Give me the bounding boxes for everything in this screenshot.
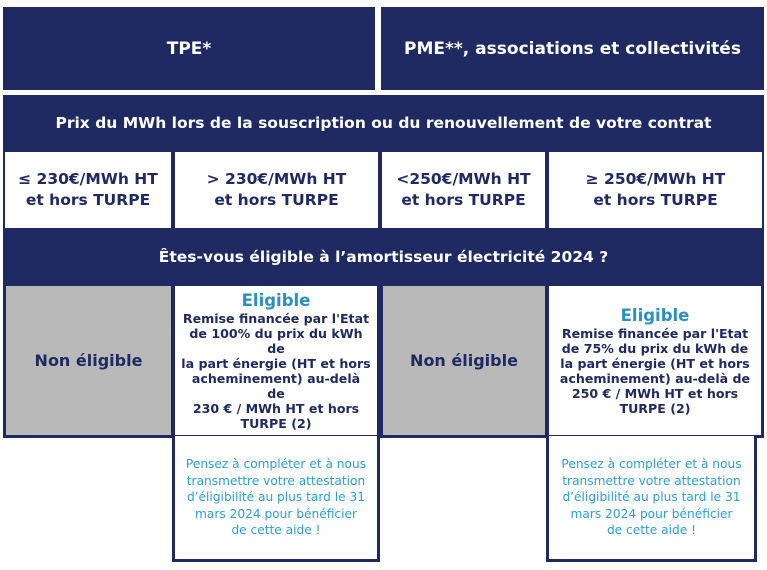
tpe-non-eligible <box>3 283 174 438</box>
range-pme-low <box>382 152 545 228</box>
range-line: et hors TURPE <box>401 191 526 209</box>
pme-note <box>546 436 757 562</box>
detail-line: acheminement) au-delà de <box>191 370 361 401</box>
detail-line: 250 € / MWh HT et hors <box>571 385 739 401</box>
non-eligible-label: Non éligible <box>34 351 143 370</box>
tpe-eligible <box>172 283 380 438</box>
header-tpe <box>3 7 375 90</box>
detail-line: TURPE (2) <box>619 400 691 416</box>
eligibility-question-label: Êtes-vous éligible à l’amortisseur électricité 2024 ? <box>158 247 609 266</box>
note-line: transmettre votre attestation <box>186 473 366 488</box>
detail-line: acheminement) au-delà de <box>559 370 751 386</box>
detail-line: TURPE (2) <box>240 415 312 431</box>
eligible-title: Eligible <box>241 290 311 310</box>
detail-line: la part énergie (HT et hors <box>181 355 371 371</box>
tpe-eligible-details <box>175 311 377 431</box>
tpe-note <box>172 436 380 562</box>
note-line: Pensez à compléter et à nous <box>561 457 742 472</box>
note-text <box>551 456 751 539</box>
detail-line: la part énergie (HT et hors <box>560 355 750 371</box>
detail-line: de 100% du prix du kWh de <box>189 325 363 356</box>
range-line: > 230€/MWh HT <box>206 170 347 188</box>
price-band-label: Prix du MWh lors de la souscription ou du renouvellement de votre contrat <box>55 113 712 132</box>
detail-line: de 75% du prix du kWh de <box>561 340 749 356</box>
header-tpe-label: TPE* <box>166 38 212 59</box>
range-line: <250€/MWh HT <box>396 170 531 188</box>
range-tpe-low <box>5 152 171 228</box>
note-line: mars 2024 pour bénéficier <box>570 506 733 521</box>
note-line: d’éligibilité au plus tard le 31 <box>562 490 741 505</box>
note-line: d’éligibilité au plus tard le 31 <box>186 490 366 505</box>
pme-eligible <box>546 283 764 438</box>
note-line: de cette aide ! <box>231 523 321 538</box>
header-pme-label: PME**, associations et collectivités <box>404 38 741 59</box>
detail-line: Remise financée par l'Etat <box>182 310 370 326</box>
note-text <box>176 456 376 539</box>
detail-line: Remise financée par l'Etat <box>561 325 749 341</box>
note-line: mars 2024 pour bénéficier <box>194 506 357 521</box>
pme-non-eligible <box>380 283 548 438</box>
non-eligible-label: Non éligible <box>410 351 518 370</box>
range-line: et hors TURPE <box>25 191 151 209</box>
range-line: ≤ 230€/MWh HT <box>18 170 158 188</box>
eligibility-question <box>3 230 764 283</box>
price-band <box>3 95 764 150</box>
range-pme-high <box>549 152 762 228</box>
range-tpe-high <box>175 152 378 228</box>
range-line: et hors TURPE <box>214 191 339 209</box>
detail-line: 230 € / MWh HT et hors <box>192 400 360 416</box>
range-line: et hors TURPE <box>593 191 718 209</box>
header-pme <box>381 7 764 90</box>
range-line: ≥ 250€/MWh HT <box>585 170 726 188</box>
note-line: Pensez à compléter et à nous <box>185 457 367 472</box>
pme-eligible-details <box>554 326 756 416</box>
note-line: transmettre votre attestation <box>562 473 741 488</box>
note-line: de cette aide ! <box>606 523 697 538</box>
eligible-title: Eligible <box>620 305 690 325</box>
